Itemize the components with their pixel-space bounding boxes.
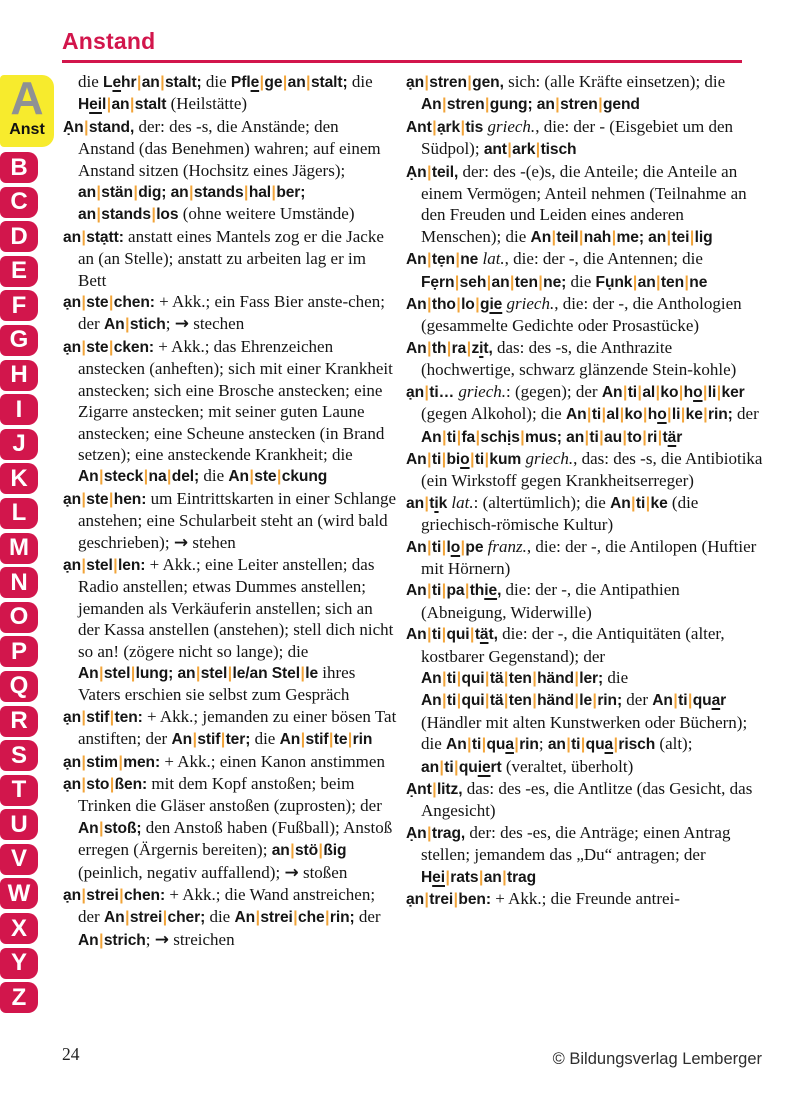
sidebar-letter-E[interactable]: E (0, 256, 38, 287)
dictionary-entry: ạn|strei|chen: + Akk.; die Wand anstreichen; der An|strei|cher; die An|strei|che|rin; der An|strich; → streichen (63, 885, 381, 950)
sidebar-letter-A-active[interactable] (0, 72, 54, 147)
dictionary-entry: An|ti|lo|pe franz., die: der -, die Antilopen (Huftier mit Hörnern) (406, 536, 757, 578)
sidebar-letter-T[interactable]: T (0, 775, 38, 806)
header-divider-rule (62, 60, 742, 63)
dictionary-entry: die Lehr|an|stalt; die Pfle|ge|an|stalt; die Heil|an|stalt (Heilstätte) (78, 72, 373, 114)
sidebar-letter-J[interactable]: J (0, 429, 38, 460)
sidebar-letter-F[interactable]: F (0, 290, 38, 321)
dictionary-entry: ạn|ste|chen: + Akk.; ein Fass Bier anste-chen; der An|stich; → stechen (63, 292, 385, 335)
dictionary-entry: an|stạtt: anstatt eines Mantels zog er die Jacke an (an Stelle); anstatt zu arbeiten lag er im Bett (63, 226, 384, 290)
sidebar-letter-W[interactable]: W (0, 878, 38, 909)
sidebar-letter-R[interactable]: R (0, 706, 38, 737)
sidebar-letter-B[interactable]: B (0, 152, 38, 183)
dictionary-entry: An|tẹn|ne lat., die: der -, die Antennen; die Fẹrn|seh|an|ten|ne; die Fụnk|an|ten|ne (406, 249, 708, 291)
publisher-credit: © Bildungsverlag Lemberger (552, 1050, 762, 1068)
dictionary-entry: An|tho|lo|gie griech., die: der -, die Anthologien (gesammelte Gedichte oder Prosastücke) (406, 294, 742, 336)
alphabet-tabs (0, 152, 60, 1013)
sidebar-letter-L[interactable]: L (0, 498, 38, 529)
dictionary-entry: An|th|ra|zit, das: des -s, die Anthrazite (hochwertige, schwarz glänzende Stein-kohle) (406, 337, 737, 380)
page-header-keyword: Anstand (62, 28, 156, 54)
sidebar-letter-Z[interactable]: Z (0, 982, 38, 1013)
dictionary-entry: ạn|ti… griech.: (gegen); der An|ti|al|ko|ho|li|ker (gegen Alkohol); die An|ti|al|ko|ho|li|ke|rin; der An|ti|fa|schịs|mus; an|ti|au|to|ri|tär (406, 381, 759, 446)
dictionary-entry: An|ti|pa|thie, die: der -, die Antipathien (Abneigung, Widerwille) (406, 580, 680, 622)
page-number: 24 (62, 1044, 80, 1064)
sidebar-letter-G[interactable]: G (0, 325, 38, 356)
dictionary-entry: An|ti|qui|tät, die: der -, die Antiquitäten (alter, kostbarer Gegenstand); der An|ti|qui|tä|ten|händ|ler; die An|ti|qui|tä|ten|händ|le|rin; der An|ti|quar (Händler mit alten Kunstwerken oder Büchern); die An|ti|qua|rin; an|ti|qua|risch (alt); an|ti|quiert (veraltet, überholt) (406, 624, 748, 776)
sidebar-letter-Y[interactable]: Y (0, 948, 38, 979)
sidebar-letter-M[interactable]: M (0, 533, 38, 564)
dictionary-entry: Ạn|trag, der: des -es, die Anträge; einen Antrag stellen; jemandem das „Du“ antragen; der Hei|rats|an|trag (406, 822, 731, 886)
sidebar-letter-U[interactable]: U (0, 809, 38, 840)
dictionary-entry: an|tik lat.: (altertümlich); die An|ti|ke (die griechisch-römische Kultur) (406, 492, 699, 535)
right-column (406, 71, 768, 910)
sidebar-letter-C[interactable]: C (0, 187, 38, 218)
active-letter-label: A (10, 72, 44, 124)
sidebar-letter-K[interactable]: K (0, 463, 38, 494)
dictionary-entry: Ạnt|litz, das: des -es, die Antlitze (das Gesicht, das Angesicht) (406, 779, 753, 821)
sidebar-letter-P[interactable]: P (0, 636, 38, 667)
sidebar-letter-H[interactable]: H (0, 360, 38, 391)
dictionary-entry: ạn|ste|hen: um Eintrittskarten in einer Schlange anstehen; eine Schularbeit steht an (wird bald geschrieben); → stehen (63, 488, 397, 553)
sidebar-letter-O[interactable]: O (0, 602, 38, 633)
dictionary-entry: ạn|stren|gen, sich: (alle Kräfte einsetzen); die An|stren|gung; an|stren|gend (406, 72, 726, 114)
dictionary-entry: Ant|ạrk|tis griech., die: der - (Eisgebiet um den Südpol); ant|ark|tisch (406, 116, 733, 159)
sidebar-letter-N[interactable]: N (0, 567, 38, 598)
dictionary-entry: ạn|sto|ßen: mit dem Kopf anstoßen; beim Trinken die Gläser anstoßen (zuprosten); der An|stoß; den Anstoß haben (Fußball); Anstoß erregen (Ärgernis bereiten); an|stö|ßig (peinlich, negativ auffallend); → stoßen (63, 774, 393, 883)
sidebar-letter-S[interactable]: S (0, 740, 38, 771)
active-letter-range-label: Anst (9, 121, 45, 138)
sidebar-letter-D[interactable]: D (0, 221, 38, 252)
dictionary-entry: ạn|ste|cken: + Akk.; das Ehrenzeichen anstecken (anheften); sich mit einer Krankheit anstecken; sich eine Brosche anstecken; eine Zigarre anstecken; mit seiner guten Laune anstecken; eine Scheune anstecken (in Brand setzen); eine ansteckende Krankheit; die An|steck|na|del; die An|ste|ckung (63, 336, 393, 486)
sidebar-letter-I[interactable]: I (0, 394, 38, 425)
dictionary-entry: An|ti|bio|ti|kum griech., das: des -s, die Antibiotika (ein Wirkstoff gegen Krankheitserreger) (406, 448, 763, 491)
dictionary-entry: ạn|trei|ben: + Akk.; die Freunde antrei- (406, 889, 680, 909)
alphabet-index-sidebar (0, 73, 60, 1017)
dictionary-entry: ạn|stim|men: + Akk.; einen Kanon anstimmen (63, 751, 385, 771)
sidebar-letter-V[interactable]: V (0, 844, 38, 875)
dictionary-entry: ạn|stel|len: + Akk.; eine Leiter anstellen; das Radio anstellen; etwas Dummes anstellen; jemanden als Verkäuferin anstellen; sich an der Kassa anstellen (anstehen); stell dich nicht so an! (zögere nicht so lange); die An|stel|lung; an|stel|le/an Stel|le ihres Vaters erschien sie selbst zum Gespräch (63, 554, 394, 705)
sidebar-letter-Q[interactable]: Q (0, 671, 38, 702)
sidebar-letter-X[interactable]: X (0, 913, 38, 944)
dictionary-entry: Ạn|stand, der: des -s, die Anstände; den Anstand (das Benehmen) wahren; auf einem Anstand sitzen (Hochsitz eines Jägers); an|stän|dig; an|stands|hal|ber; an|stands|los (ohne weitere Umstände) (63, 116, 381, 224)
dictionary-entry: Ạn|teil, der: des -(e)s, die Anteile; die Anteile an einem Vermögen; Anteil nehmen (Teilnahme an den Freuden und Leiden eines anderen Menschen); die An|teil|nah|me; an|tei|lig (406, 161, 747, 246)
dictionary-entry: ạn|stif|ten: + Akk.; jemanden zu einer bösen Tat anstiften; der An|stif|ter; die An|stif|te|rin (63, 706, 397, 749)
left-column (63, 71, 397, 951)
